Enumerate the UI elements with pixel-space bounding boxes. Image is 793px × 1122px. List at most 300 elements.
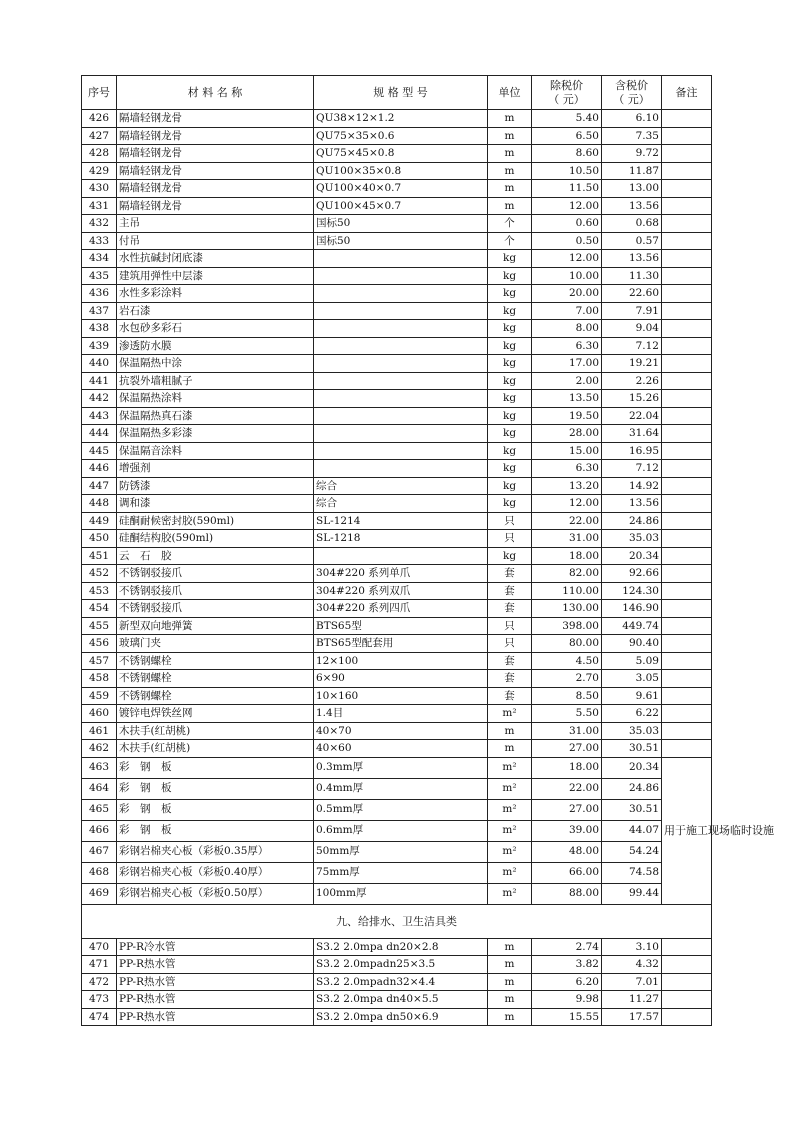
row-spec bbox=[314, 372, 488, 390]
row-no: 453 bbox=[82, 582, 117, 600]
row-name: 保温隔热涂料 bbox=[117, 390, 314, 408]
row-name: 主吊 bbox=[117, 215, 314, 233]
row-no: 456 bbox=[82, 635, 117, 653]
row-no: 473 bbox=[82, 991, 117, 1009]
row-spec: 0.6mm厚 bbox=[314, 820, 488, 841]
table-row bbox=[82, 757, 712, 778]
table-row bbox=[82, 477, 712, 495]
row-unit: m bbox=[488, 127, 532, 145]
row-spec: QU100×45×0.7 bbox=[314, 197, 488, 215]
row-name: PP-R热水管 bbox=[117, 1008, 314, 1026]
row-price-ex: 8.00 bbox=[532, 320, 602, 338]
table-row bbox=[82, 495, 712, 513]
row-no: 440 bbox=[82, 355, 117, 373]
row-note bbox=[662, 617, 712, 635]
row-note bbox=[662, 1008, 712, 1026]
row-spec: 100mm厚 bbox=[314, 883, 488, 904]
row-price-in: 11.87 bbox=[602, 162, 662, 180]
table-row bbox=[82, 565, 712, 583]
row-price-ex: 4.50 bbox=[532, 652, 602, 670]
row-price-in: 20.34 bbox=[602, 547, 662, 565]
row-no: 455 bbox=[82, 617, 117, 635]
row-name: 玻璃门夹 bbox=[117, 635, 314, 653]
row-note bbox=[662, 425, 712, 443]
row-name: 保温隔热多彩漆 bbox=[117, 425, 314, 443]
table-row bbox=[82, 285, 712, 303]
row-unit: 个 bbox=[488, 215, 532, 233]
row-spec: SL-1214 bbox=[314, 512, 488, 530]
row-spec: S3.2 2.0mpa dn50×6.9 bbox=[314, 1008, 488, 1026]
row-spec: 50mm厚 bbox=[314, 841, 488, 862]
header-unit: 单位 bbox=[488, 76, 532, 110]
row-price-ex: 15.00 bbox=[532, 442, 602, 460]
row-price-in: 17.57 bbox=[602, 1008, 662, 1026]
row-no: 439 bbox=[82, 337, 117, 355]
row-spec: 0.5mm厚 bbox=[314, 799, 488, 820]
row-spec: QU100×35×0.8 bbox=[314, 162, 488, 180]
row-note bbox=[662, 740, 712, 758]
row-note bbox=[662, 670, 712, 688]
row-name: 抗裂外墙粗腻子 bbox=[117, 372, 314, 390]
table-row bbox=[82, 162, 712, 180]
row-no: 436 bbox=[82, 285, 117, 303]
row-spec: S3.2 2.0mpa dn20×2.8 bbox=[314, 938, 488, 956]
row-no: 458 bbox=[82, 670, 117, 688]
row-unit: m bbox=[488, 973, 532, 991]
row-no: 462 bbox=[82, 740, 117, 758]
table-row bbox=[82, 407, 712, 425]
row-price-in: 24.86 bbox=[602, 778, 662, 799]
row-no: 451 bbox=[82, 547, 117, 565]
row-note bbox=[662, 320, 712, 338]
table-row bbox=[82, 145, 712, 163]
row-note bbox=[662, 127, 712, 145]
row-no: 445 bbox=[82, 442, 117, 460]
row-note bbox=[662, 110, 712, 128]
row-name: 不锈钢螺栓 bbox=[117, 687, 314, 705]
row-price-in: 7.35 bbox=[602, 127, 662, 145]
table-row bbox=[82, 390, 712, 408]
row-price-in: 90.40 bbox=[602, 635, 662, 653]
row-name: 保温隔热真石漆 bbox=[117, 407, 314, 425]
row-spec: 75mm厚 bbox=[314, 862, 488, 883]
table-row bbox=[82, 841, 712, 862]
row-name: 不锈钢驳接爪 bbox=[117, 582, 314, 600]
row-unit: m bbox=[488, 938, 532, 956]
row-price-in: 7.12 bbox=[602, 337, 662, 355]
table-row bbox=[82, 956, 712, 974]
row-price-ex: 22.00 bbox=[532, 512, 602, 530]
row-spec: 国标50 bbox=[314, 215, 488, 233]
row-unit: m² bbox=[488, 820, 532, 841]
row-no: 434 bbox=[82, 250, 117, 268]
row-price-ex: 48.00 bbox=[532, 841, 602, 862]
row-no: 464 bbox=[82, 778, 117, 799]
row-no: 426 bbox=[82, 110, 117, 128]
row-no: 459 bbox=[82, 687, 117, 705]
row-spec bbox=[314, 442, 488, 460]
row-note bbox=[662, 285, 712, 303]
row-unit: kg bbox=[488, 460, 532, 478]
row-spec bbox=[314, 320, 488, 338]
table-row bbox=[82, 267, 712, 285]
table-row bbox=[82, 215, 712, 233]
table-row bbox=[82, 600, 712, 618]
row-note bbox=[662, 973, 712, 991]
row-price-in: 11.27 bbox=[602, 991, 662, 1009]
header-name: 材 料 名 称 bbox=[117, 76, 314, 110]
row-name: PP-R热水管 bbox=[117, 973, 314, 991]
row-price-ex: 27.00 bbox=[532, 740, 602, 758]
row-price-in: 9.72 bbox=[602, 145, 662, 163]
row-price-in: 20.34 bbox=[602, 757, 662, 778]
table-row bbox=[82, 687, 712, 705]
row-note bbox=[662, 635, 712, 653]
row-price-ex: 11.50 bbox=[532, 180, 602, 198]
row-unit: m bbox=[488, 1008, 532, 1026]
table-row bbox=[82, 582, 712, 600]
header-note: 备注 bbox=[662, 76, 712, 110]
row-no: 430 bbox=[82, 180, 117, 198]
row-price-in: 9.61 bbox=[602, 687, 662, 705]
row-name: 防锈漆 bbox=[117, 477, 314, 495]
row-name: 隔墙轻钢龙骨 bbox=[117, 197, 314, 215]
row-unit: m² bbox=[488, 862, 532, 883]
row-spec bbox=[314, 407, 488, 425]
row-note bbox=[662, 215, 712, 233]
row-name: 彩钢岩棉夹心板（彩板0.50厚） bbox=[117, 883, 314, 904]
row-price-in: 24.86 bbox=[602, 512, 662, 530]
row-unit: 套 bbox=[488, 565, 532, 583]
row-note bbox=[662, 687, 712, 705]
row-spec bbox=[314, 285, 488, 303]
row-no: 444 bbox=[82, 425, 117, 443]
row-note bbox=[662, 600, 712, 618]
row-unit: kg bbox=[488, 547, 532, 565]
row-name: 水性抗碱封闭底漆 bbox=[117, 250, 314, 268]
price-table bbox=[81, 75, 774, 1026]
row-spec: 304#220 系列单爪 bbox=[314, 565, 488, 583]
table-row bbox=[82, 442, 712, 460]
row-no: 461 bbox=[82, 722, 117, 740]
row-price-in: 6.10 bbox=[602, 110, 662, 128]
row-price-ex: 31.00 bbox=[532, 722, 602, 740]
row-price-in: 74.58 bbox=[602, 862, 662, 883]
row-unit: kg bbox=[488, 390, 532, 408]
row-price-in: 16.95 bbox=[602, 442, 662, 460]
row-no: 450 bbox=[82, 530, 117, 548]
row-spec bbox=[314, 250, 488, 268]
row-price-ex: 22.00 bbox=[532, 778, 602, 799]
row-price-ex: 17.00 bbox=[532, 355, 602, 373]
row-price-ex: 7.00 bbox=[532, 302, 602, 320]
row-no: 472 bbox=[82, 973, 117, 991]
row-name: 彩 钢 板 bbox=[117, 820, 314, 841]
row-price-ex: 28.00 bbox=[532, 425, 602, 443]
table-row bbox=[82, 250, 712, 268]
row-price-in: 13.56 bbox=[602, 197, 662, 215]
row-note-group: 用于施工现场临时设施 bbox=[662, 757, 712, 904]
row-no: 460 bbox=[82, 705, 117, 723]
row-note bbox=[662, 565, 712, 583]
table-row bbox=[82, 862, 712, 883]
row-name: 不锈钢螺栓 bbox=[117, 670, 314, 688]
row-price-in: 19.21 bbox=[602, 355, 662, 373]
row-unit: kg bbox=[488, 250, 532, 268]
row-unit: 只 bbox=[488, 617, 532, 635]
row-name: 岩石漆 bbox=[117, 302, 314, 320]
row-price-ex: 2.70 bbox=[532, 670, 602, 688]
row-price-ex: 6.20 bbox=[532, 973, 602, 991]
row-name: 彩 钢 板 bbox=[117, 799, 314, 820]
row-spec: BTS65型 bbox=[314, 617, 488, 635]
row-price-ex: 13.20 bbox=[532, 477, 602, 495]
row-price-ex: 27.00 bbox=[532, 799, 602, 820]
row-price-ex: 5.50 bbox=[532, 705, 602, 723]
row-note bbox=[662, 722, 712, 740]
row-no: 457 bbox=[82, 652, 117, 670]
row-no: 429 bbox=[82, 162, 117, 180]
table-row bbox=[82, 799, 712, 820]
row-note bbox=[662, 512, 712, 530]
row-price-in: 30.51 bbox=[602, 799, 662, 820]
row-price-in: 14.92 bbox=[602, 477, 662, 495]
row-spec: SL-1218 bbox=[314, 530, 488, 548]
row-no: 467 bbox=[82, 841, 117, 862]
row-name: 增强剂 bbox=[117, 460, 314, 478]
row-price-in: 35.03 bbox=[602, 722, 662, 740]
header-no: 序号 bbox=[82, 76, 117, 110]
header-spec: 规 格 型 号 bbox=[314, 76, 488, 110]
row-note bbox=[662, 372, 712, 390]
row-price-ex: 66.00 bbox=[532, 862, 602, 883]
row-note bbox=[662, 938, 712, 956]
row-price-ex: 18.00 bbox=[532, 547, 602, 565]
row-unit: m bbox=[488, 180, 532, 198]
row-unit: 只 bbox=[488, 635, 532, 653]
row-name: 水包砂多彩石 bbox=[117, 320, 314, 338]
row-price-ex: 20.00 bbox=[532, 285, 602, 303]
row-no: 432 bbox=[82, 215, 117, 233]
row-spec bbox=[314, 355, 488, 373]
row-price-ex: 6.30 bbox=[532, 337, 602, 355]
row-unit: m bbox=[488, 740, 532, 758]
row-price-ex: 0.50 bbox=[532, 232, 602, 250]
row-note bbox=[662, 162, 712, 180]
row-spec bbox=[314, 460, 488, 478]
table-row bbox=[82, 617, 712, 635]
row-price-in: 11.30 bbox=[602, 267, 662, 285]
row-no: 463 bbox=[82, 757, 117, 778]
row-unit: kg bbox=[488, 442, 532, 460]
row-unit: kg bbox=[488, 425, 532, 443]
row-name: 调和漆 bbox=[117, 495, 314, 513]
row-price-ex: 10.00 bbox=[532, 267, 602, 285]
row-unit: m bbox=[488, 197, 532, 215]
row-price-in: 3.10 bbox=[602, 938, 662, 956]
table-row bbox=[82, 635, 712, 653]
row-no: 454 bbox=[82, 600, 117, 618]
row-note bbox=[662, 145, 712, 163]
row-note bbox=[662, 337, 712, 355]
table-row bbox=[82, 530, 712, 548]
row-note bbox=[662, 495, 712, 513]
table-row bbox=[82, 547, 712, 565]
row-unit: 套 bbox=[488, 582, 532, 600]
row-spec: 40×70 bbox=[314, 722, 488, 740]
row-price-in: 2.26 bbox=[602, 372, 662, 390]
row-price-in: 22.60 bbox=[602, 285, 662, 303]
row-name: 彩 钢 板 bbox=[117, 757, 314, 778]
row-note bbox=[662, 442, 712, 460]
row-note bbox=[662, 477, 712, 495]
row-unit: m bbox=[488, 110, 532, 128]
row-name: 隔墙轻钢龙骨 bbox=[117, 127, 314, 145]
row-name: 隔墙轻钢龙骨 bbox=[117, 110, 314, 128]
header-price-in: 含税价 （ 元） bbox=[602, 76, 662, 110]
row-spec bbox=[314, 390, 488, 408]
row-unit: kg bbox=[488, 337, 532, 355]
row-price-in: 3.05 bbox=[602, 670, 662, 688]
row-price-ex: 0.60 bbox=[532, 215, 602, 233]
row-unit: kg bbox=[488, 477, 532, 495]
row-no: 449 bbox=[82, 512, 117, 530]
row-name: 新型双向地弹簧 bbox=[117, 617, 314, 635]
table-row bbox=[82, 722, 712, 740]
table-row bbox=[82, 512, 712, 530]
row-note bbox=[662, 991, 712, 1009]
row-note bbox=[662, 302, 712, 320]
row-note bbox=[662, 390, 712, 408]
row-price-in: 15.26 bbox=[602, 390, 662, 408]
row-spec: 综合 bbox=[314, 477, 488, 495]
table-row bbox=[82, 1008, 712, 1026]
row-spec: 1.4目 bbox=[314, 705, 488, 723]
row-unit: m² bbox=[488, 841, 532, 862]
row-spec: S3.2 2.0mpadn32×4.4 bbox=[314, 973, 488, 991]
row-price-in: 124.30 bbox=[602, 582, 662, 600]
row-price-ex: 10.50 bbox=[532, 162, 602, 180]
row-spec: 304#220 系列四爪 bbox=[314, 600, 488, 618]
row-no: 438 bbox=[82, 320, 117, 338]
row-price-ex: 6.30 bbox=[532, 460, 602, 478]
row-spec: QU75×45×0.8 bbox=[314, 145, 488, 163]
header-row bbox=[82, 76, 712, 110]
row-unit: m² bbox=[488, 705, 532, 723]
row-name: 水性多彩涂料 bbox=[117, 285, 314, 303]
row-price-in: 0.57 bbox=[602, 232, 662, 250]
row-price-in: 7.91 bbox=[602, 302, 662, 320]
row-unit: m² bbox=[488, 799, 532, 820]
row-note bbox=[662, 652, 712, 670]
row-name: 不锈钢驳接爪 bbox=[117, 565, 314, 583]
row-price-in: 92.66 bbox=[602, 565, 662, 583]
row-unit: 只 bbox=[488, 512, 532, 530]
row-spec: QU75×35×0.6 bbox=[314, 127, 488, 145]
table-row bbox=[82, 127, 712, 145]
row-price-in: 22.04 bbox=[602, 407, 662, 425]
table-row bbox=[82, 778, 712, 799]
row-no: 435 bbox=[82, 267, 117, 285]
row-price-in: 0.68 bbox=[602, 215, 662, 233]
row-note bbox=[662, 407, 712, 425]
table-row bbox=[82, 232, 712, 250]
row-spec: S3.2 2.0mpadn25×3.5 bbox=[314, 956, 488, 974]
row-note bbox=[662, 582, 712, 600]
header-price-ex: 除税价 （ 元） bbox=[532, 76, 602, 110]
row-unit: kg bbox=[488, 267, 532, 285]
row-price-ex: 15.55 bbox=[532, 1008, 602, 1026]
table-row bbox=[82, 973, 712, 991]
row-spec: 综合 bbox=[314, 495, 488, 513]
row-name: PP-R冷水管 bbox=[117, 938, 314, 956]
row-no: 465 bbox=[82, 799, 117, 820]
row-price-ex: 130.00 bbox=[532, 600, 602, 618]
row-price-ex: 88.00 bbox=[532, 883, 602, 904]
row-spec bbox=[314, 425, 488, 443]
table-row bbox=[82, 652, 712, 670]
table-row bbox=[82, 705, 712, 723]
row-price-in: 4.32 bbox=[602, 956, 662, 974]
row-price-in: 30.51 bbox=[602, 740, 662, 758]
row-price-in: 146.90 bbox=[602, 600, 662, 618]
row-price-ex: 8.50 bbox=[532, 687, 602, 705]
row-price-in: 99.44 bbox=[602, 883, 662, 904]
row-spec: 6×90 bbox=[314, 670, 488, 688]
row-unit: 套 bbox=[488, 670, 532, 688]
row-note bbox=[662, 197, 712, 215]
row-spec: 0.4mm厚 bbox=[314, 778, 488, 799]
row-note bbox=[662, 460, 712, 478]
row-name: 隔墙轻钢龙骨 bbox=[117, 180, 314, 198]
row-price-ex: 31.00 bbox=[532, 530, 602, 548]
row-name: 镀锌电焊铁丝网 bbox=[117, 705, 314, 723]
row-name: 隔墙轻钢龙骨 bbox=[117, 145, 314, 163]
row-price-ex: 80.00 bbox=[532, 635, 602, 653]
row-price-in: 35.03 bbox=[602, 530, 662, 548]
row-no: 468 bbox=[82, 862, 117, 883]
row-name: 硅酮结构胶(590ml) bbox=[117, 530, 314, 548]
row-price-ex: 2.00 bbox=[532, 372, 602, 390]
table-row bbox=[82, 337, 712, 355]
row-note bbox=[662, 180, 712, 198]
row-note bbox=[662, 705, 712, 723]
row-name: 建筑用弹性中层漆 bbox=[117, 267, 314, 285]
row-price-ex: 9.98 bbox=[532, 991, 602, 1009]
table-row bbox=[82, 180, 712, 198]
row-price-in: 13.00 bbox=[602, 180, 662, 198]
row-price-in: 31.64 bbox=[602, 425, 662, 443]
row-no: 452 bbox=[82, 565, 117, 583]
row-name: PP-R热水管 bbox=[117, 956, 314, 974]
row-name: PP-R热水管 bbox=[117, 991, 314, 1009]
row-price-ex: 3.82 bbox=[532, 956, 602, 974]
row-price-ex: 5.40 bbox=[532, 110, 602, 128]
row-price-in: 6.22 bbox=[602, 705, 662, 723]
row-spec bbox=[314, 547, 488, 565]
row-price-in: 7.12 bbox=[602, 460, 662, 478]
row-unit: kg bbox=[488, 320, 532, 338]
row-unit: 套 bbox=[488, 687, 532, 705]
row-unit: m² bbox=[488, 883, 532, 904]
row-price-ex: 12.00 bbox=[532, 197, 602, 215]
row-no: 431 bbox=[82, 197, 117, 215]
table-row bbox=[82, 460, 712, 478]
row-price-in: 7.01 bbox=[602, 973, 662, 991]
row-unit: m bbox=[488, 162, 532, 180]
row-no: 466 bbox=[82, 820, 117, 841]
row-no: 474 bbox=[82, 1008, 117, 1026]
